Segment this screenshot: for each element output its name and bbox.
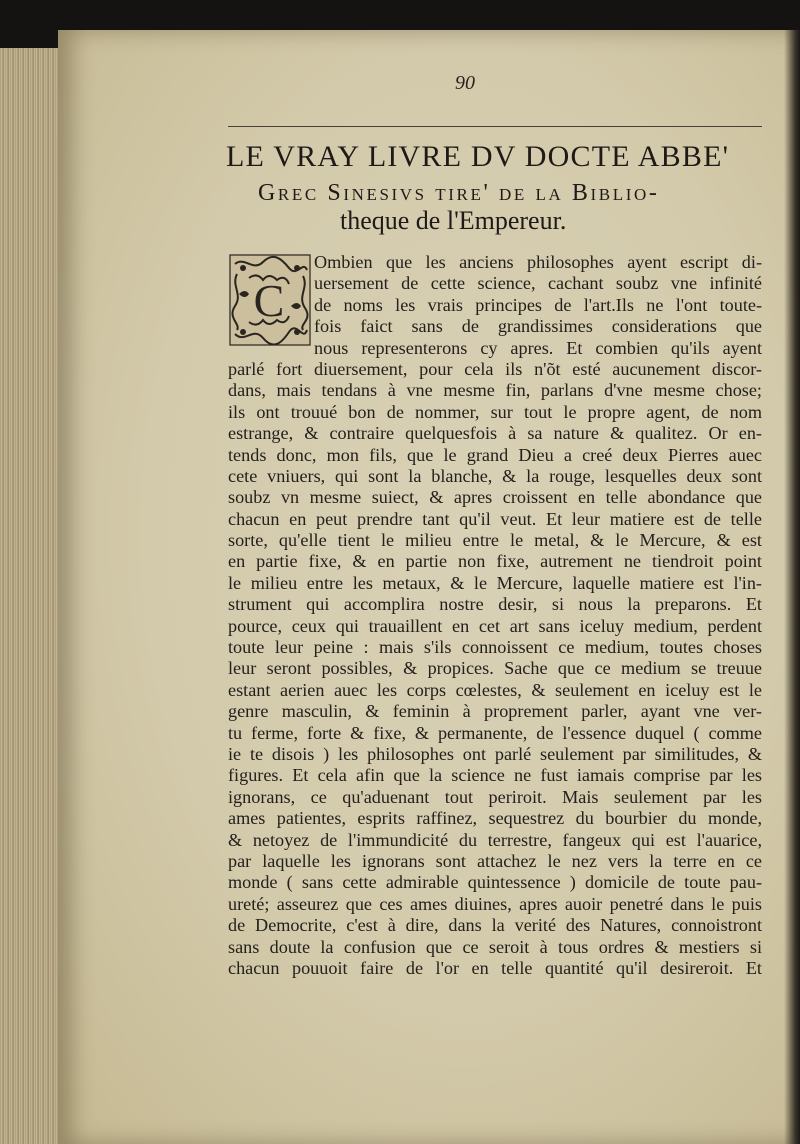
text-line: dans, mais tendans à vne mesme fin, parlans d'vne mesme chose; (228, 380, 762, 401)
text-line: ils ont trouué bon de nommer, sur tout le propre agent, de nom (228, 401, 762, 422)
text-line: sorte, qu'elle tient le milieu entre le metal, & le Mercure, & est (228, 530, 762, 551)
title-line-2: Grec Sinesivs tire' de la Biblio- (258, 180, 660, 206)
title-line-1: LE VRAY LIVRE DV DOCTE ABBE' (226, 140, 730, 173)
text-line: ureté; asseurez que ces ames diuines, apres auoir penetré dans le puis (228, 893, 762, 914)
text-line: leur seront possibles, & propices. Sache que ce medium se treuue (228, 658, 762, 679)
text-line: genre masculin, & feminin à proprement parler, ayant vne ver- (228, 701, 762, 722)
text-line: de noms les vrais principes de l'art.Ils ne l'ont toute- (314, 294, 762, 315)
text-line: chacun en peut prendre tant qu'il veut. Et leur matiere est de telle (228, 508, 762, 529)
title-line-3: theque de l'Empereur. (340, 206, 567, 235)
text-line: & netoyez de l'immundicité du terrestre, fangeux qui est l'auarice, (228, 829, 762, 850)
text-line: par laquelle les ignorans sont attachez le nez vers la terre en ce (228, 850, 762, 871)
page-edges (0, 48, 62, 1144)
text-line: uersement de cette science, cachant soubz vne infinité (314, 273, 762, 294)
text-line: estrange, & contraire quelquesfois à sa nature & qualitez. Or en- (228, 423, 762, 444)
text-line: chacun pouuoit faire de l'or en telle quantité qu'il desireroit. Et (228, 957, 762, 978)
text-line: fois faict sans de grandissimes considerations que (314, 316, 762, 337)
text-line: de Democrite, c'est à dire, dans la verité des Natures, connoistront (228, 915, 762, 936)
text-line: monde ( sans cette admirable quintessence ) domicile de toute pau- (228, 872, 762, 893)
text-line: nous representerons cy apres. Et combien qu'ils ayent (314, 337, 762, 358)
page-number: 90 (455, 72, 475, 94)
text-line: tends donc, mon fils, que le grand Dieu a creé deux Pierres auec (228, 444, 762, 465)
text-line: soubz vn mesme suiect, & apres croissent en telle abondance que (228, 487, 762, 508)
text-line: ie te disois ) les philosophes ont parlé seulement par similitudes, & (228, 743, 762, 764)
drop-cap-letter: C (253, 275, 285, 326)
header-rule (228, 126, 762, 127)
text-line: strument qui accomplira nostre desir, si nous la preparons. Et (228, 594, 762, 615)
text-line: pource, ceux qui trauaillent en cet art sans iceluy medium, perdent (228, 615, 762, 636)
text-line: sans doute la confusion que ce seroit à tous ordres & mestiers si (228, 936, 762, 957)
text-line: estant aerien auec les corps cœlestes, & seulement en iceluy est le (228, 679, 762, 700)
text-line: cete vniuers, qui sont la blanche, & la rouge, lesquelles deux sont (228, 465, 762, 486)
body-text (228, 252, 762, 979)
text-line: tu ferme, forte & fixe, & permanente, de l'essence duquel ( comme (228, 722, 762, 743)
text-line: figures. Et cela afin que la science ne fust iamais comprise par les (228, 765, 762, 786)
text-line: en partie fixe, & en partie non fixe, autrement ne tiendroit point (228, 551, 762, 572)
text-line: Ombien que les anciens philosophes ayent escript di- (314, 252, 762, 272)
text-line: toute leur peine : mais s'ils connoissent ce medium, toutes choses (228, 637, 762, 658)
text-line: ignorans, ce qu'aduenant tout periroit. Mais seulement par les (228, 786, 762, 807)
text-line: ames patientes, esprits raffinez, sequestrez du bourbier du monde, (228, 808, 762, 829)
text-line: le milieu entre les metaux, & le Mercure, laquelle matiere est l'in- (228, 572, 762, 593)
text-line: parlé fort diuersement, pour cela ils n'õt esté aucunement discor- (228, 358, 762, 379)
